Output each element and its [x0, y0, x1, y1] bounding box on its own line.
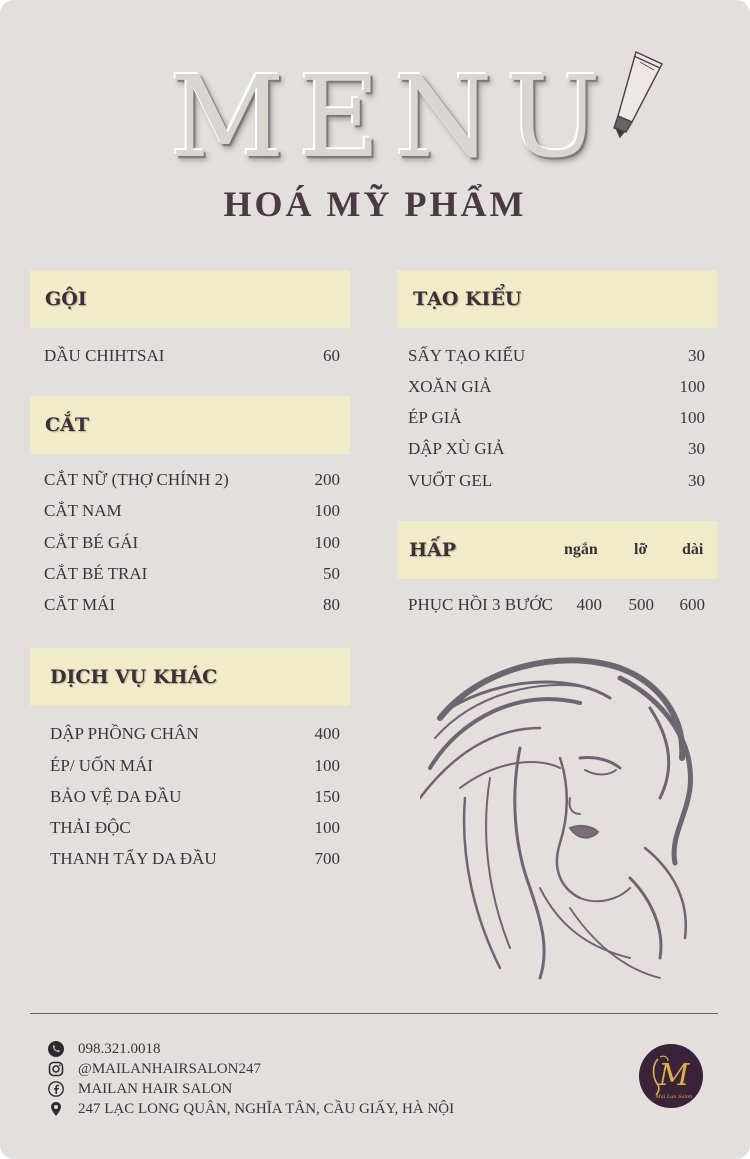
section-title-dich-vu-khac: DỊCH VỤ KHÁC [50, 666, 218, 688]
section-header-goi [30, 270, 350, 328]
woman-face-illustration [420, 648, 710, 988]
column-header-short: ngắn [564, 541, 598, 558]
logo-tagline: Mai Lan Salon [655, 1094, 693, 1100]
menu-item-name: CẮT BÉ GÁI [44, 533, 139, 552]
menu-item-name: CẮT MÁI [44, 595, 115, 614]
menu-item-name: DẬP PHỒNG CHÂN [50, 724, 199, 743]
menu-item-name: DẦU CHIHTSAI [44, 346, 165, 365]
menu-item-price: 100 [314, 756, 340, 775]
menu-item-name: BẢO VỆ DA ĐẦU [50, 787, 182, 806]
phone-icon [48, 1041, 64, 1057]
menu-item-price: 50 [323, 564, 340, 583]
menu-item-price-medium: 500 [628, 595, 654, 614]
instagram-handle: @MAILANHAIRSALON247 [78, 1060, 261, 1077]
contact-instagram [48, 1059, 261, 1079]
cosmetic-tube-icon [596, 44, 676, 140]
facebook-page: MAILAN HAIR SALON [78, 1080, 233, 1097]
instagram-icon [48, 1061, 64, 1077]
section-title-cat: CẮT [45, 414, 90, 436]
address-text: 247 LẠC LONG QUÂN, NGHĨA TÂN, CẦU GIẤY, HÀ NỘI [78, 1100, 455, 1117]
menu-item-name: THẢI ĐỘC [50, 818, 131, 837]
menu-item-name: VUỐT GEL [408, 471, 493, 490]
menu-item-price: 100 [314, 533, 340, 552]
menu-item-name: DẬP XÙ GIẢ [408, 439, 505, 458]
salon-logo [638, 1043, 704, 1109]
menu-item-price: 30 [688, 439, 705, 458]
menu-item-price: 150 [314, 787, 340, 806]
contact-address [48, 1099, 454, 1119]
menu-item-name: CẮT NỮ (THỢ CHÍNH 2) [44, 470, 229, 489]
menu-item-name: XOĂN GIẢ [408, 377, 492, 396]
menu-item-price: 200 [314, 470, 340, 489]
menu-item-name: SẤY TẠO KIỂU [408, 346, 526, 365]
section-header-dich-vu-khac [30, 648, 350, 706]
menu-subtitle: HOÁ MỸ PHẨM [223, 184, 527, 224]
menu-item-price: 30 [688, 346, 705, 365]
menu-item-price: 100 [314, 818, 340, 837]
contact-facebook [48, 1079, 232, 1099]
contact-phone [48, 1039, 161, 1059]
phone-number: 098.321.0018 [78, 1040, 161, 1057]
menu-item-price: 400 [314, 724, 340, 743]
menu-item-price: 30 [688, 471, 705, 490]
section-header-cat [30, 396, 350, 454]
menu-item-price-short: 400 [576, 595, 602, 614]
menu-item-name: ÉP GIẢ [408, 408, 462, 427]
menu-item-price: 700 [314, 849, 340, 868]
menu-item-price: 100 [314, 501, 340, 520]
section-header-hap [397, 521, 717, 579]
section-title-hap: HẤP [409, 539, 456, 561]
footer-divider [30, 1013, 718, 1014]
menu-item-price: 100 [679, 408, 705, 427]
menu-item-name: CẮT BÉ TRAI [44, 564, 148, 583]
section-title-tao-kieu: TẠO KIỂU [413, 288, 522, 310]
column-header-medium: lỡ [634, 541, 648, 558]
logo-monogram: M [658, 1058, 690, 1093]
menu-item-name: THANH TẨY DA ĐẦU [50, 849, 217, 868]
menu-item-name: ÉP/ UỐN MÁI [50, 756, 153, 775]
section-title-goi: GỘI [45, 288, 87, 310]
menu-item-price: 80 [323, 595, 340, 614]
location-pin-icon [48, 1101, 64, 1117]
menu-item-price: 60 [323, 346, 340, 365]
menu-title: MENU [170, 53, 615, 183]
menu-item-name: PHỤC HỒI 3 BƯỚC [408, 595, 553, 614]
menu-item-name: CẮT NAM [44, 501, 122, 520]
menu-item-price-long: 600 [679, 595, 705, 614]
column-header-long: dài [682, 541, 704, 558]
facebook-icon [48, 1081, 64, 1097]
menu-item-price: 100 [679, 377, 705, 396]
section-header-tao-kieu [397, 270, 717, 328]
